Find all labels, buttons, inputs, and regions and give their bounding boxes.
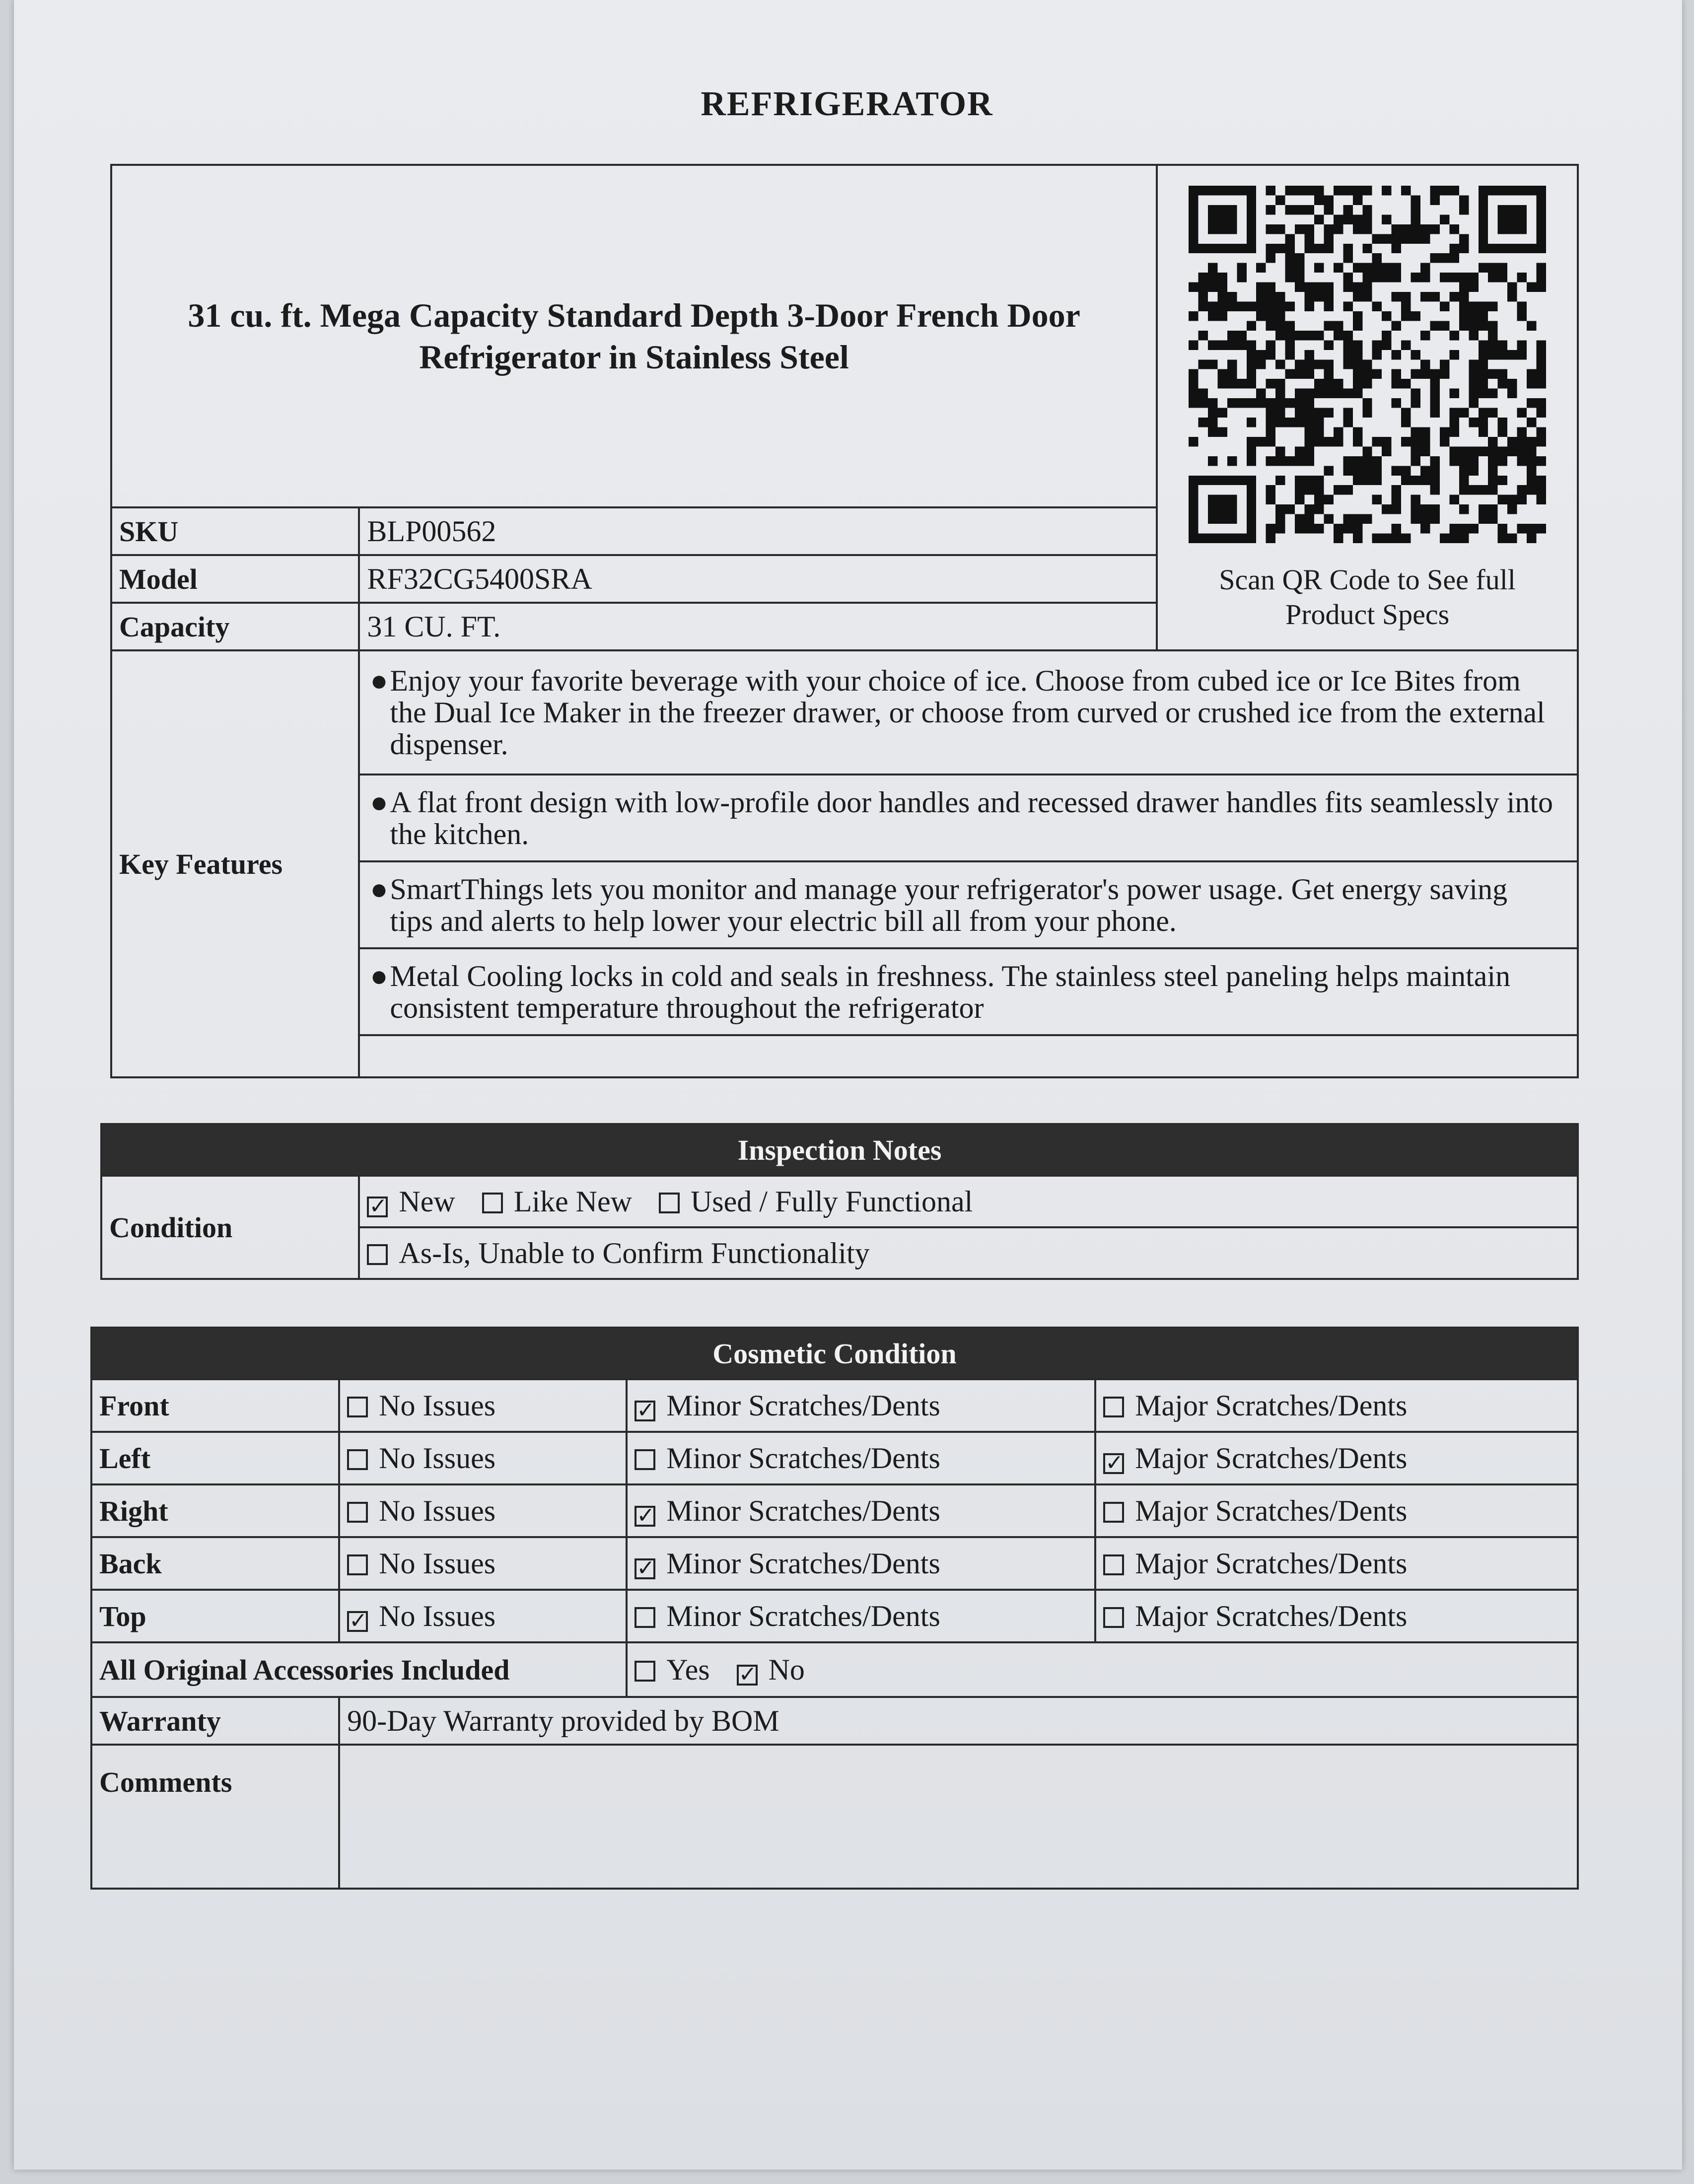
product-name-line2: Refrigerator in Stainless Steel: [419, 338, 849, 376]
key-features-label: Key Features: [111, 650, 359, 1077]
qr-caption-line2: Product Specs: [1285, 598, 1450, 631]
bullet-icon: ●: [370, 785, 388, 819]
cosmetic-row-front: [91, 1379, 1578, 1432]
checkbox-checked[interactable]: ✓: [367, 1197, 388, 1217]
option-major[interactable]: Major Scratches/Dents: [1103, 1600, 1407, 1632]
feature-item: ●Enjoy your favorite beverage with your choice of ice. Choose from cubed ice or Ice Bites from the Dual Ice Maker in the freezer drawer, or choose from curved or crushed ice from the external dispenser.: [359, 650, 1578, 775]
spec-value: RF32CG5400SRA: [359, 555, 1157, 603]
option-major[interactable]: Major Scratches/Dents: [1103, 1494, 1407, 1527]
qr-finder-pattern: [1194, 191, 1252, 249]
checkbox-unchecked[interactable]: [1103, 1397, 1124, 1417]
option-cell: [339, 1537, 627, 1590]
accessories-option-yes[interactable]: Yes: [635, 1653, 709, 1686]
checkbox-unchecked[interactable]: [347, 1449, 368, 1470]
inspection-table: [100, 1123, 1579, 1280]
product-name-line1: 31 cu. ft. Mega Capacity Standard Depth 3-Door French Door: [188, 296, 1080, 334]
checkbox-unchecked[interactable]: [635, 1449, 655, 1470]
checkbox-unchecked[interactable]: [1103, 1607, 1124, 1628]
cosmetic-header: Cosmetic Condition: [91, 1328, 1578, 1379]
option-major[interactable]: Major Scratches/Dents: [1103, 1389, 1407, 1422]
option-major[interactable]: ✓ Major Scratches/Dents: [1103, 1442, 1407, 1475]
accessories-options: [627, 1642, 1578, 1697]
checkbox-checked[interactable]: ✓: [635, 1506, 655, 1527]
condition-option-used[interactable]: Used / Fully Functional: [659, 1185, 973, 1218]
checkbox-checked[interactable]: ✓: [737, 1665, 758, 1686]
cosmetic-table: [90, 1327, 1579, 1890]
option-no-issues[interactable]: No Issues: [347, 1494, 495, 1527]
accessories-label: All Original Accessories Included: [91, 1642, 627, 1697]
condition-option-new[interactable]: ✓ New: [367, 1185, 455, 1218]
side-label: Top: [91, 1590, 339, 1642]
qr-caption: [1168, 563, 1567, 632]
bullet-icon: ●: [370, 872, 388, 906]
side-label: Right: [91, 1484, 339, 1537]
spec-label: SKU: [111, 507, 359, 555]
checkbox-unchecked[interactable]: [659, 1193, 680, 1213]
feature-item: ●Metal Cooling locks in cold and seals in freshness. The stainless steel paneling helps maintain consistent temperature throughout the refrigerator: [359, 948, 1578, 1035]
comments-label: Comments: [91, 1745, 339, 1889]
cosmetic-row-right: [91, 1484, 1578, 1537]
inspection-header: Inspection Notes: [101, 1124, 1578, 1176]
accessories-row: [91, 1642, 1578, 1697]
condition-option-as-is[interactable]: As-Is, Unable to Confirm Functionality: [367, 1237, 869, 1269]
option-minor[interactable]: ✓ Minor Scratches/Dents: [635, 1389, 940, 1422]
checkbox-unchecked[interactable]: [635, 1607, 655, 1628]
condition-option-like-new[interactable]: Like New: [482, 1185, 632, 1218]
checkbox-unchecked[interactable]: [347, 1397, 368, 1417]
qr-cell: [1157, 165, 1578, 650]
option-major[interactable]: Major Scratches/Dents: [1103, 1547, 1407, 1580]
checkbox-unchecked[interactable]: [367, 1244, 388, 1265]
checkbox-unchecked[interactable]: [347, 1502, 368, 1523]
qr-code[interactable]: [1189, 186, 1546, 543]
accessories-option-no[interactable]: ✓ No: [737, 1653, 805, 1686]
product-name: [111, 165, 1157, 507]
spec-value: 31 CU. FT.: [359, 603, 1157, 650]
option-cell: [627, 1432, 1095, 1484]
option-cell: [1095, 1484, 1578, 1537]
option-cell: [627, 1379, 1095, 1432]
checkbox-unchecked[interactable]: [1103, 1554, 1124, 1575]
qr-finder-pattern: [1483, 191, 1542, 249]
option-cell: [1095, 1590, 1578, 1642]
checkbox-checked[interactable]: ✓: [1103, 1453, 1124, 1474]
warranty-label: Warranty: [91, 1697, 339, 1745]
option-cell: [1095, 1537, 1578, 1590]
bullet-icon: ●: [370, 664, 388, 697]
option-cell: [1095, 1432, 1578, 1484]
option-minor[interactable]: ✓ Minor Scratches/Dents: [635, 1494, 940, 1527]
option-cell: [627, 1484, 1095, 1537]
option-cell: [339, 1432, 627, 1484]
side-label: Back: [91, 1537, 339, 1590]
option-no-issues[interactable]: ✓ No Issues: [347, 1600, 495, 1632]
qr-finder-pattern: [1194, 481, 1252, 539]
product-table: [110, 164, 1579, 1078]
feature-empty-cell: [359, 1035, 1578, 1077]
option-cell: [627, 1590, 1095, 1642]
checkbox-unchecked[interactable]: [1103, 1502, 1124, 1523]
spec-label: Capacity: [111, 603, 359, 650]
option-no-issues[interactable]: No Issues: [347, 1547, 495, 1580]
checkbox-unchecked[interactable]: [347, 1554, 368, 1575]
warranty-value: 90-Day Warranty provided by BOM: [339, 1697, 1578, 1745]
bullet-icon: ●: [370, 959, 388, 992]
option-cell: [627, 1537, 1095, 1590]
checkbox-checked[interactable]: ✓: [347, 1611, 368, 1632]
checkbox-checked[interactable]: ✓: [635, 1401, 655, 1421]
cosmetic-row-left: [91, 1432, 1578, 1484]
document-title: REFRIGERATOR: [701, 85, 993, 123]
warranty-row: [91, 1697, 1578, 1745]
comments-row: [91, 1745, 1578, 1889]
cosmetic-row-back: [91, 1537, 1578, 1590]
option-minor[interactable]: ✓ Minor Scratches/Dents: [635, 1547, 940, 1580]
condition-options-row2: [359, 1227, 1578, 1279]
option-cell: [339, 1590, 627, 1642]
option-cell: [1095, 1379, 1578, 1432]
checkbox-checked[interactable]: ✓: [635, 1558, 655, 1579]
feature-item: ●SmartThings lets you monitor and manage your refrigerator's power usage. Get energy saving tips and alerts to help lower your electric bill all from your phone.: [359, 861, 1578, 948]
option-no-issues[interactable]: No Issues: [347, 1442, 495, 1475]
checkbox-unchecked[interactable]: [482, 1193, 503, 1213]
feature-row: [111, 650, 1578, 775]
qr-modules: [1189, 186, 1546, 543]
option-cell: [339, 1379, 627, 1432]
qr-caption-line1: Scan QR Code to See full: [1219, 564, 1516, 596]
feature-item: ●A flat front design with low-profile door handles and recessed drawer handles fits seamlessly into the kitchen.: [359, 775, 1578, 861]
cosmetic-row-top: [91, 1590, 1578, 1642]
side-label: Front: [91, 1379, 339, 1432]
checkbox-unchecked[interactable]: [635, 1661, 655, 1682]
option-no-issues[interactable]: No Issues: [347, 1389, 495, 1422]
side-label: Left: [91, 1432, 339, 1484]
option-minor[interactable]: Minor Scratches/Dents: [635, 1600, 940, 1632]
option-cell: [339, 1484, 627, 1537]
condition-label: Condition: [101, 1176, 359, 1279]
condition-options-row1: [359, 1176, 1578, 1227]
comments-field[interactable]: [339, 1745, 1578, 1889]
spec-label: Model: [111, 555, 359, 603]
option-minor[interactable]: Minor Scratches/Dents: [635, 1442, 940, 1475]
spec-value: BLP00562: [359, 507, 1157, 555]
